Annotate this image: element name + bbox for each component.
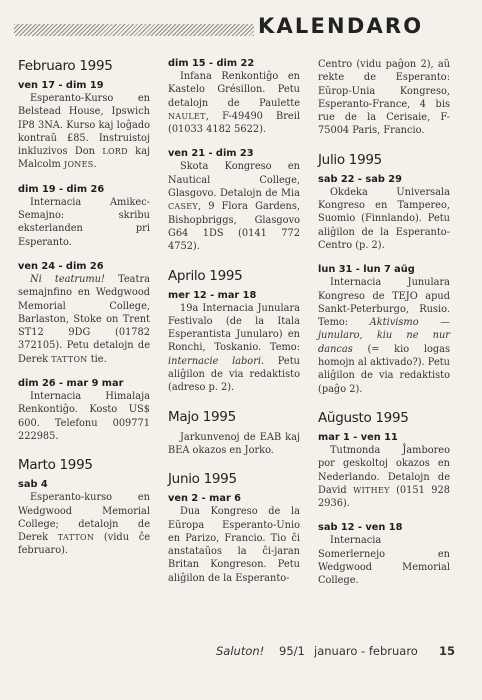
calendar-entry bbox=[18, 479, 150, 557]
entry-text: Tutmonda Ĵamboreo por geskoltoj okazos en Nederlando. Detalojn de David WITHEY (0151 928 2936). bbox=[318, 444, 450, 510]
page-number: 15 bbox=[439, 644, 456, 658]
entry-text: Dua Kongreso de la Eŭropa Esperanto-Unio en Parizo, Francio. Tio ĉi anstataŭos la ĉi-jaran Britan Kongreson. Petu aliĝilon de la Esperanto- bbox=[168, 506, 300, 584]
entry-text: Okdeka Universala Kongreso en Tampereo, Suomio (Finnlando). Petu aliĝilon de la Esperanto-Centro (p. 2). bbox=[318, 186, 450, 251]
decorative-hatch-bar bbox=[14, 24, 254, 36]
month-heading: Aŭgusto 1995 bbox=[318, 409, 409, 426]
entry-text: Internacia Somerlernejo en Wedgwood Memorial College. bbox=[318, 535, 450, 587]
entry-text: Internacia Amikec-Semajno: skribu eksterlanden pri Esperanto. bbox=[18, 196, 150, 248]
magazine-name: Saluton! bbox=[216, 644, 265, 658]
page-footer bbox=[0, 644, 482, 668]
entry-text: Centro (vidu paĝon 2), aŭ rekte de Esperanto: Eŭrop-Unia Kongreso, Esperanto-France, 4 bis rue de la Cerisaie, F-75004 Paris, Francio. bbox=[318, 59, 450, 137]
entry-date: mar 1 - ven 11 bbox=[318, 431, 398, 443]
calendar-entry bbox=[318, 174, 450, 252]
entry-text: 19a Internacia Junulara Festivalo (de la Itala Esperantista Junularo) en Ronchi, Toskanio. Temo: internacie labori. Petu aliĝilon de via redaktisto (adreso p. 2). bbox=[168, 302, 300, 394]
month-heading: Junio 1995 bbox=[168, 471, 237, 488]
issue-months: januaro - februaro bbox=[314, 644, 418, 658]
entry-date: ven 17 - dim 19 bbox=[18, 80, 104, 91]
calendar-entry bbox=[18, 184, 150, 249]
entry-date: sab 22 - sab 29 bbox=[318, 173, 402, 185]
entry-date: ven 21 - dim 23 bbox=[168, 148, 254, 160]
calendar-entry bbox=[168, 493, 300, 585]
entry-text: Esperanto-kurso en Wedgwood Memorial College; detalojn de Derek TATTON (vidu ĉe februaro). bbox=[18, 492, 151, 557]
calendar-entry bbox=[18, 378, 150, 443]
calendar-entry bbox=[18, 80, 150, 172]
column-1 bbox=[18, 58, 150, 558]
entry-date: ven 24 - dim 26 bbox=[18, 260, 104, 272]
month-heading: Majo 1995 bbox=[168, 408, 236, 425]
entry-text: Esperanto-Kurso en Belstead House, Ipswich IP8 3NA. Kurso kaj loĝado kontraŭ £85. Instruistoj inkluzivos Don LORD kaj Malcolm JONES. bbox=[18, 93, 150, 171]
calendar-entry bbox=[318, 264, 450, 396]
month-heading: Aprilo 1995 bbox=[168, 267, 243, 284]
entry-date: ven 2 - mar 6 bbox=[168, 493, 241, 505]
entry-text: Infana Renkontiĝo en Kastelo Grésillon. Petu detalojn de Paulette NAULET, F-49490 Breil (01033 4182 5622). bbox=[168, 71, 300, 136]
calendar-entry bbox=[168, 431, 300, 458]
column-3 bbox=[318, 58, 450, 588]
entry-text: Jarkunvenoj de EAB kaj BEA okazos en Jorko. bbox=[168, 431, 300, 456]
issue-number: 95/1 bbox=[279, 644, 305, 658]
entry-date: dim 19 - dim 26 bbox=[18, 183, 105, 195]
page-header bbox=[0, 0, 482, 50]
entry-text: Ni teatrumu! Teatra semajnfino en Wedgwood Memorial College, Barlaston, Stoke on Trent ST12 9DG (01782 372105). Petu detalojn de Derek TATTON tie. bbox=[18, 273, 150, 365]
entry-date: mer 12 - mar 18 bbox=[168, 289, 257, 301]
calendar-entry bbox=[168, 290, 300, 395]
entry-date: lun 31 - lun 7 aŭg bbox=[318, 264, 415, 276]
month-heading: Februaro 1995 bbox=[18, 58, 113, 74]
entry-date: dim 26 - mar 9 mar bbox=[18, 378, 124, 390]
entry-date: dim 15 - dim 22 bbox=[168, 58, 255, 69]
calendar-entry bbox=[168, 148, 300, 253]
calendar-entry bbox=[18, 261, 150, 366]
entry-date: sab 12 - ven 18 bbox=[318, 522, 403, 534]
entry-text: Skota Kongreso en Nautical College, Glasgovo. Detalojn de Mia CASEY, 9 Flora Gardens, Bishopbriggs, Glasgovo G64 1DS (0141 772 4752). bbox=[168, 161, 300, 253]
entry-text: Internacia Himalaja Renkontiĝo. Kosto US$ 600. Telefonu 009771 222985. bbox=[18, 391, 150, 442]
calendar-entry bbox=[168, 58, 300, 136]
entry-date: sab 4 bbox=[18, 479, 48, 491]
calendar-entry bbox=[318, 432, 450, 510]
calendar-entry-continued bbox=[318, 58, 450, 138]
column-2 bbox=[168, 58, 300, 585]
entry-text: Internacia Junulara Kongreso de TEJO apud Sankt-Peterburgo, Rusio. Temo: Aktivismo — junularo, kiu ne nur dancas (= kio logas homojn al aktivado?). Petu aliĝilon de via redaktisto (paĝo 2). bbox=[318, 277, 450, 395]
month-heading: Julio 1995 bbox=[318, 151, 382, 168]
month-heading: Marto 1995 bbox=[18, 457, 93, 474]
page-title: KALENDARO bbox=[258, 14, 424, 38]
calendar-entry bbox=[318, 522, 450, 587]
